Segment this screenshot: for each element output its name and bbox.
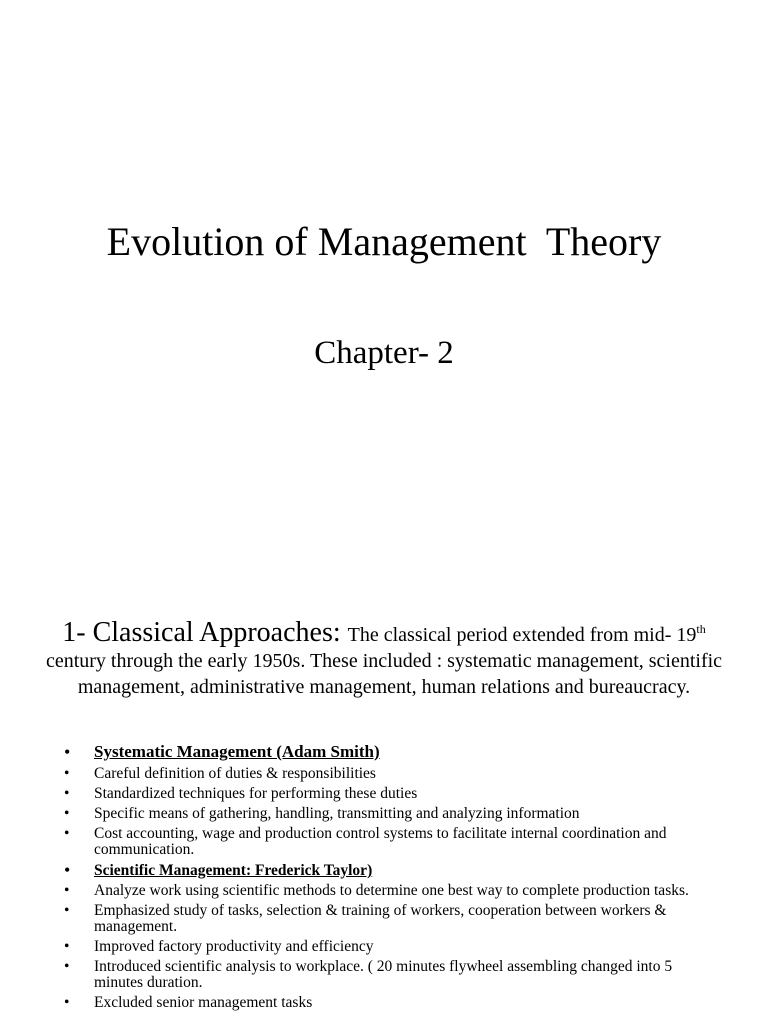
page-title: Evolution of Management Theory xyxy=(106,219,662,264)
bullet-icon: • xyxy=(64,765,70,782)
list-item-text: Excluded senior management tasks xyxy=(94,994,313,1011)
list-item-text: Analyze work using scientific methods to determine one best way to complete production tasks. xyxy=(94,882,689,899)
list-item-text: Specific means of gathering, handling, transmitting and analyzing information xyxy=(94,805,580,822)
list-item xyxy=(64,786,714,802)
list-item-text: Cost accounting, wage and production control systems to facilitate internal coordination and communication. xyxy=(94,825,667,858)
intro-text-part2: century through the early 1950s. These included : systematic management, scientific management, administrative management, human relations and bureaucracy. xyxy=(45,650,723,698)
bullet-icon: • xyxy=(64,958,70,975)
chapter-label: Chapter- 2 xyxy=(314,335,454,371)
intro-superscript: th xyxy=(696,622,706,636)
list-item-heading: Systematic Management (Adam Smith) xyxy=(94,742,380,761)
list-item-text: Standardized techniques for performing these duties xyxy=(94,785,418,802)
list-item-text: Introduced scientific analysis to workplace. ( 20 minutes flywheel assembling changed into 5 minutes duration. xyxy=(94,958,673,991)
intro-text-part1: The classical period extended from mid- 19 xyxy=(347,624,697,646)
bullet-icon: • xyxy=(64,994,70,1011)
list-item xyxy=(64,959,714,991)
list-item xyxy=(64,883,714,899)
list-item-text: Careful definition of duties & responsibilities xyxy=(94,765,376,782)
bullet-list xyxy=(64,742,714,1015)
list-item xyxy=(64,826,714,858)
bullet-icon: • xyxy=(64,785,70,802)
bullet-icon: • xyxy=(64,882,70,899)
list-item xyxy=(64,742,714,762)
list-item-text: Improved factory productivity and efficiency xyxy=(94,938,374,955)
bullet-icon: • xyxy=(64,805,70,822)
list-item xyxy=(64,806,714,822)
list-item xyxy=(64,903,714,935)
list-item-text: Emphasized study of tasks, selection & training of workers, cooperation between workers & management. xyxy=(94,902,667,935)
list-item xyxy=(64,766,714,782)
intro-paragraph xyxy=(40,617,728,700)
bullet-icon: • xyxy=(64,860,71,880)
bullet-icon: • xyxy=(64,902,70,919)
list-item-heading: Scientific Management: Frederick Taylor) xyxy=(94,862,373,879)
bullet-icon: • xyxy=(64,938,70,955)
list-item xyxy=(64,939,714,955)
section-heading: 1- Classical Approaches: xyxy=(62,617,348,648)
bullet-icon: • xyxy=(64,742,71,762)
list-item xyxy=(64,862,714,879)
list-item xyxy=(64,995,714,1011)
bullet-icon: • xyxy=(64,825,70,842)
